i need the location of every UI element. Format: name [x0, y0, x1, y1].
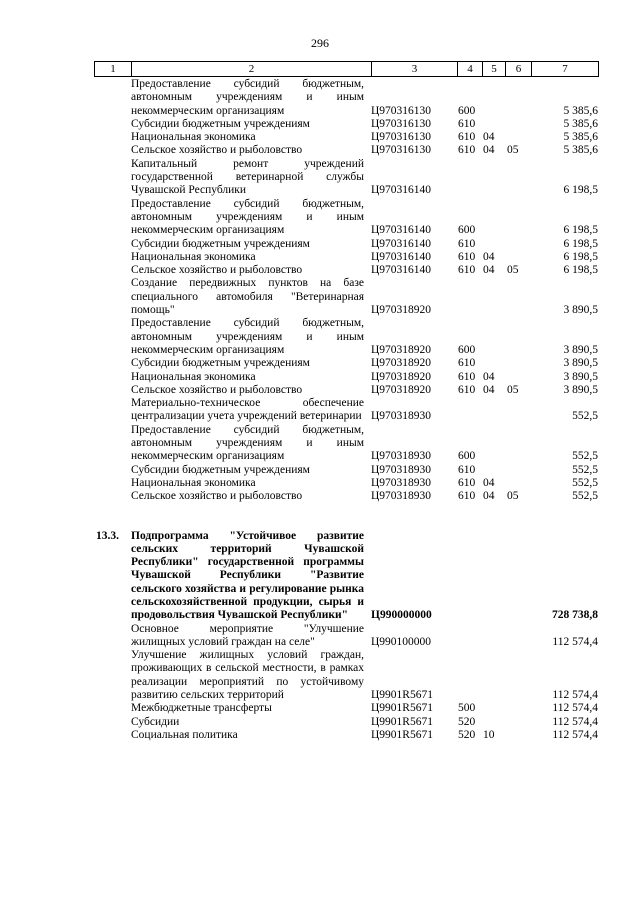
row-name: Субсидии бюджетным учреждениям — [131, 463, 310, 476]
row-name: Создание передвижных пунктов на базе специального автомобиля "Ветеринарная помощь" — [131, 277, 364, 317]
row-amount: 5 385,6 — [563, 144, 598, 157]
row-code: Ц970316130 — [371, 131, 432, 144]
row-col-5: 04 — [483, 383, 495, 396]
table-row — [0, 118, 640, 131]
row-code: Ц990100000 — [371, 635, 432, 648]
row-col-5: 04 — [483, 131, 495, 144]
row-amount: 3 890,5 — [563, 357, 598, 370]
row-col-6: 05 — [507, 383, 519, 396]
header-col-7: 7 — [562, 63, 568, 75]
row-amount: 6 198,5 — [563, 264, 598, 277]
row-code: Ц970318920 — [371, 304, 432, 317]
row-amount: 6 198,5 — [563, 224, 598, 237]
row-amount: 728 738,8 — [552, 609, 598, 622]
row-name: Сельское хозяйство и рыболовство — [131, 383, 303, 396]
row-col-4: 610 — [458, 131, 476, 144]
row-number: 13.3. — [96, 529, 119, 542]
table-row — [0, 277, 640, 317]
row-amount: 552,5 — [572, 490, 598, 503]
row-amount: 6 198,5 — [563, 250, 598, 263]
table-row — [0, 317, 640, 357]
row-code: Ц970316140 — [371, 250, 432, 263]
row-col-4: 610 — [458, 357, 476, 370]
row-col-5: 04 — [483, 490, 495, 503]
row-col-5: 04 — [483, 370, 495, 383]
row-amount: 5 385,6 — [563, 117, 598, 130]
table-body — [0, 78, 640, 742]
row-name: Сельское хозяйство и рыболовство — [131, 144, 303, 157]
row-col-4: 610 — [458, 264, 476, 277]
row-col-4: 600 — [458, 104, 476, 117]
row-code: Ц970316140 — [371, 237, 432, 250]
row-code: Ц9901R5671 — [371, 702, 433, 715]
row-name: Субсидии бюджетным учреждениям — [131, 357, 310, 370]
row-code: Ц970316130 — [371, 144, 432, 157]
row-code: Ц970316140 — [371, 184, 432, 197]
row-col-4: 610 — [458, 117, 476, 130]
row-code: Ц970318920 — [371, 383, 432, 396]
row-name: Сельское хозяйство и рыболовство — [131, 490, 303, 503]
row-col-4: 600 — [458, 450, 476, 463]
row-code: Ц970318930 — [371, 410, 432, 423]
row-name: Сельское хозяйство и рыболовство — [131, 264, 303, 277]
table-row — [0, 397, 640, 424]
row-code: Ц970318920 — [371, 343, 432, 356]
header-col-5: 5 — [483, 62, 506, 76]
row-amount: 5 385,6 — [563, 131, 598, 144]
row-amount: 552,5 — [572, 463, 598, 476]
row-amount: 3 890,5 — [563, 304, 598, 317]
row-name: Предоставление субсидий бюджетным, автономным учреждениям и иным некоммерческим организациям — [131, 423, 364, 463]
table-row — [0, 424, 640, 464]
row-amount: 552,5 — [572, 450, 598, 463]
row-code: Ц970316140 — [371, 264, 432, 277]
row-col-4: 610 — [458, 250, 476, 263]
table-row — [0, 264, 640, 277]
row-name: Предоставление субсидий бюджетным, автономным учреждениям и иным некоммерческим организациям — [131, 78, 364, 117]
row-col-4: 520 — [458, 728, 476, 741]
row-code: Ц970316130 — [371, 104, 432, 117]
table-row — [0, 357, 640, 370]
row-code: Ц9901R5671 — [371, 728, 433, 741]
row-amount: 112 574,4 — [552, 702, 598, 715]
table-row — [0, 702, 640, 715]
header-col-3: 3 — [372, 62, 458, 76]
table-row — [0, 238, 640, 251]
table-row — [0, 477, 640, 490]
row-code: Ц970318930 — [371, 463, 432, 476]
table-row — [0, 144, 640, 157]
row-col-4: 610 — [458, 383, 476, 396]
row-amount: 552,5 — [572, 410, 598, 423]
row-name: Субсидии бюджетным учреждениям — [131, 237, 310, 250]
table-row — [0, 729, 640, 742]
row-name: Субсидии — [131, 715, 180, 728]
row-amount: 3 890,5 — [563, 370, 598, 383]
row-code: Ц970316130 — [371, 117, 432, 130]
table-row — [0, 78, 640, 118]
header-col-4: 4 — [458, 62, 483, 76]
row-col-6: 05 — [507, 490, 519, 503]
row-name: Предоставление субсидий бюджетным, автономным учреждениям и иным некоммерческим организациям — [131, 197, 364, 237]
page-number: 296 — [311, 36, 329, 50]
row-code: Ц970318920 — [371, 370, 432, 383]
table-row — [0, 251, 640, 264]
row-col-5: 04 — [483, 264, 495, 277]
row-name: Национальная экономика — [131, 476, 256, 489]
row-col-5: 10 — [483, 728, 495, 741]
table-row — [0, 464, 640, 477]
row-col-4: 610 — [458, 463, 476, 476]
row-col-4: 610 — [458, 476, 476, 489]
row-amount: 552,5 — [572, 476, 598, 489]
row-col-5: 04 — [483, 476, 495, 489]
row-code: Ц9901R5671 — [371, 689, 433, 702]
table-header — [94, 61, 599, 77]
row-name: Национальная экономика — [131, 370, 256, 383]
row-amount: 112 574,4 — [552, 715, 598, 728]
row-col-5: 04 — [483, 250, 495, 263]
table-row — [0, 623, 640, 650]
row-name: Материально-техническое обеспечение централизации учета учреждений ветеринарии — [131, 397, 364, 423]
table-row — [0, 649, 640, 702]
row-code: Ц9901R5671 — [371, 715, 433, 728]
row-col-6: 05 — [507, 144, 519, 157]
row-col-4: 600 — [458, 343, 476, 356]
row-col-4: 520 — [458, 715, 476, 728]
row-col-6: 05 — [507, 264, 519, 277]
table-row — [0, 198, 640, 238]
table-row — [0, 490, 640, 503]
table-row — [0, 158, 640, 198]
row-amount: 3 890,5 — [563, 343, 598, 356]
table-row — [0, 384, 640, 397]
row-name: Улучшение жилищных условий граждан, проживающих в сельской местности, в рамках реализации мероприятий по устойчивому развитию сельских территорий — [131, 649, 364, 702]
row-name: Национальная экономика — [131, 250, 256, 263]
table-row — [0, 131, 640, 144]
row-code: Ц970318930 — [371, 476, 432, 489]
header-col-1: 1 — [95, 62, 132, 76]
row-name: Субсидии бюджетным учреждениям — [131, 117, 310, 130]
row-name: Социальная политика — [131, 728, 238, 741]
row-code: Ц970316140 — [371, 224, 432, 237]
row-name: Подпрограмма "Устойчивое развитие сельских территорий Чувашской Республики" государственной программы Чувашской Республики "Развитие сельского хозяйства и регулирование рынка сельскохозяйственной продукции, сырья и продовольствия Чувашской Республики" — [131, 529, 364, 622]
row-amount: 5 385,6 — [563, 104, 598, 117]
row-col-5: 04 — [483, 144, 495, 157]
row-name: Предоставление субсидий бюджетным, автономным учреждениям и иным некоммерческим организациям — [131, 317, 364, 356]
table-row — [0, 530, 640, 623]
header-col-6: 6 — [506, 62, 532, 76]
table-row — [0, 716, 640, 729]
row-amount: 112 574,4 — [552, 635, 598, 648]
row-name: Национальная экономика — [131, 131, 256, 144]
row-name: Капитальный ремонт учреждений государственной ветеринарной службы Чувашской Республики — [131, 157, 364, 197]
table-row — [0, 371, 640, 384]
row-code: Ц970318920 — [371, 357, 432, 370]
row-amount: 112 574,4 — [552, 728, 598, 741]
row-code: Ц970318930 — [371, 450, 432, 463]
row-col-4: 610 — [458, 144, 476, 157]
row-name: Основное мероприятие "Улучшение жилищных условий граждан на селе" — [131, 622, 364, 648]
row-col-4: 500 — [458, 702, 476, 715]
row-col-4: 610 — [458, 490, 476, 503]
row-amount: 6 198,5 — [563, 237, 598, 250]
row-code: Ц990000000 — [371, 609, 432, 622]
row-amount: 6 198,5 — [563, 184, 598, 197]
header-col-2: 2 — [132, 62, 372, 76]
row-amount: 3 890,5 — [563, 383, 598, 396]
row-col-4: 610 — [458, 370, 476, 383]
row-name: Межбюджетные трансферты — [131, 702, 272, 715]
row-amount: 112 574,4 — [552, 689, 598, 702]
row-col-4: 610 — [458, 237, 476, 250]
row-code: Ц970318930 — [371, 490, 432, 503]
row-col-4: 600 — [458, 224, 476, 237]
